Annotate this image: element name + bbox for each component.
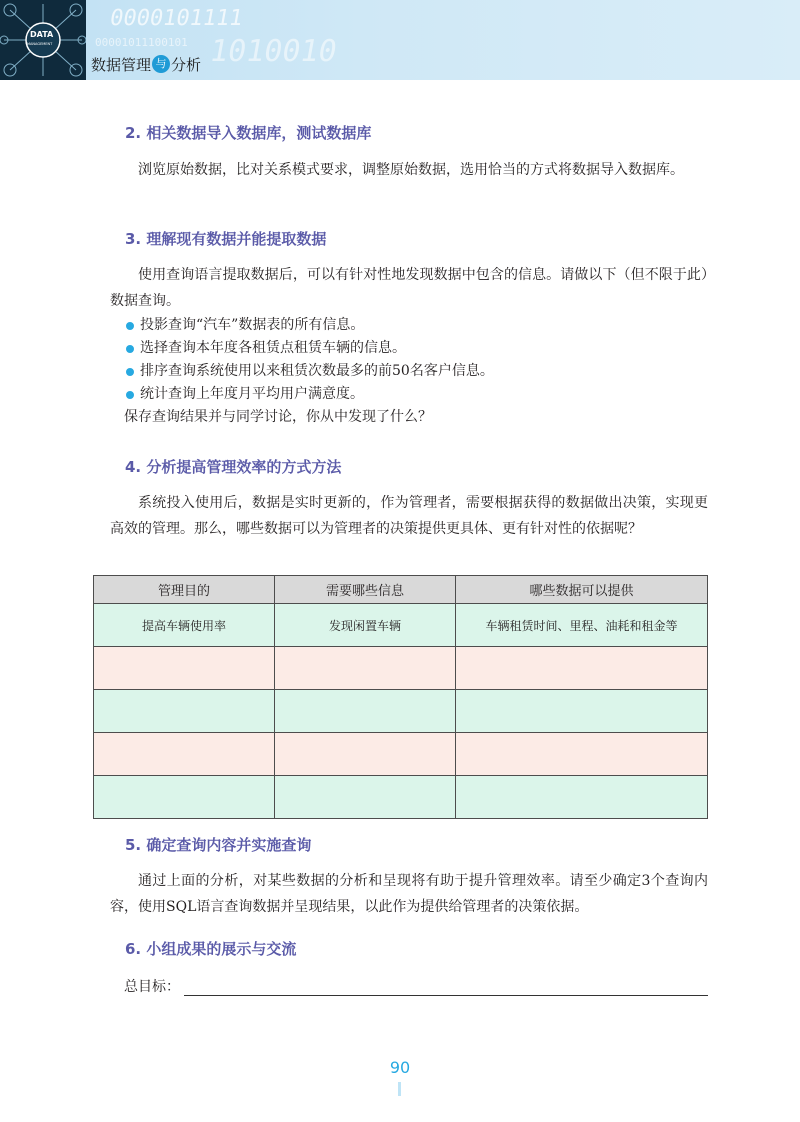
data-management-logo [0, 0, 86, 80]
table-cell-empty[interactable] [275, 733, 456, 776]
paragraph: 使用查询语言提取数据后，可以有针对性地发现数据中包含的信息。请做以下（但不限于此）数据查询。 [110, 267, 708, 309]
book-title-part1: 数据管理 [91, 55, 152, 74]
page-number-tick [398, 1082, 401, 1096]
section-4 [110, 456, 708, 542]
table-cell-empty[interactable] [94, 690, 275, 733]
table-row-empty [94, 647, 708, 690]
logo-text: DATA [30, 30, 54, 39]
table-header: 需要哪些信息 [275, 576, 456, 604]
list-item: 统计查询上年度月平均用户满意度。 [124, 383, 708, 406]
table-cell-empty[interactable] [456, 647, 708, 690]
table-cell-empty[interactable] [275, 690, 456, 733]
table-header: 哪些数据可以提供 [456, 576, 708, 604]
binary-decoration: 00001011100101 [95, 36, 188, 49]
paragraph: 通过上面的分析，对某些数据的分析和呈现将有助于提升管理效率。请至少确定3个查询内容，使用SQL语言查询数据并呈现结果，以此作为提供给管理者的决策依据。 [110, 873, 708, 915]
table-row-empty [94, 690, 708, 733]
table-cell-empty[interactable] [94, 776, 275, 819]
table-header-row [94, 576, 708, 604]
section-heading: 6. 小组成果的展示与交流 [125, 940, 297, 958]
paragraph: 保存查询结果并与同学讨论，你从中发现了什么？ [124, 409, 432, 425]
logo-subtext: MANAGEMENT [27, 42, 53, 46]
goal-label: 总目标： [124, 979, 180, 995]
table-header: 管理目的 [94, 576, 275, 604]
goal-field [124, 976, 708, 996]
table-cell-empty[interactable] [456, 776, 708, 819]
binary-decoration: 0000101111 [107, 6, 245, 31]
list-item: 排序查询系统使用以来租赁次数最多的前50名客户信息。 [124, 360, 708, 383]
table-row-empty [94, 733, 708, 776]
table-cell: 提高车辆使用率 [94, 604, 275, 647]
list-item: 选择查询本年度各租赁点租赁车辆的信息。 [124, 337, 708, 360]
table-cell-empty[interactable] [456, 690, 708, 733]
list-item: 投影查询“汽车”数据表的所有信息。 [124, 314, 708, 337]
book-title [91, 53, 201, 75]
table-cell-empty[interactable] [94, 647, 275, 690]
query-bullet-list [124, 314, 708, 406]
section-2 [110, 122, 708, 183]
section-heading: 3. 理解现有数据并能提取数据 [125, 230, 327, 248]
table-cell-empty[interactable] [275, 647, 456, 690]
table-cell-empty[interactable] [456, 733, 708, 776]
section-heading: 5. 确定查询内容并实施查询 [125, 836, 312, 854]
table-row [94, 604, 708, 647]
binary-decoration: 1010010 [206, 34, 340, 69]
table-cell: 车辆租赁时间、里程、油耗和租金等 [456, 604, 708, 647]
analysis-table [93, 575, 708, 819]
book-title-connector: 与 [152, 55, 170, 73]
book-title-part2: 分析 [171, 55, 202, 74]
paragraph: 浏览原始数据，比对关系模式要求，调整原始数据，选用恰当的方式将数据导入数据库。 [138, 162, 684, 178]
section-5 [110, 834, 708, 920]
section-3 [110, 228, 708, 429]
section-6 [110, 938, 708, 996]
table-cell-empty[interactable] [94, 733, 275, 776]
page-header [0, 0, 800, 80]
section-heading: 4. 分析提高管理效率的方式方法 [125, 458, 342, 476]
section-heading: 2. 相关数据导入数据库，测试数据库 [125, 124, 372, 142]
paragraph: 系统投入使用后，数据是实时更新的，作为管理者，需要根据获得的数据做出决策，实现更高效的管理。那么，哪些数据可以为管理者的决策提供更具体、更有针对性的依据呢？ [110, 495, 708, 537]
table-row-empty [94, 776, 708, 819]
table-cell: 发现闲置车辆 [275, 604, 456, 647]
table-cell-empty[interactable] [275, 776, 456, 819]
goal-input-line[interactable] [184, 979, 708, 996]
page-number: 90 [389, 1058, 411, 1077]
